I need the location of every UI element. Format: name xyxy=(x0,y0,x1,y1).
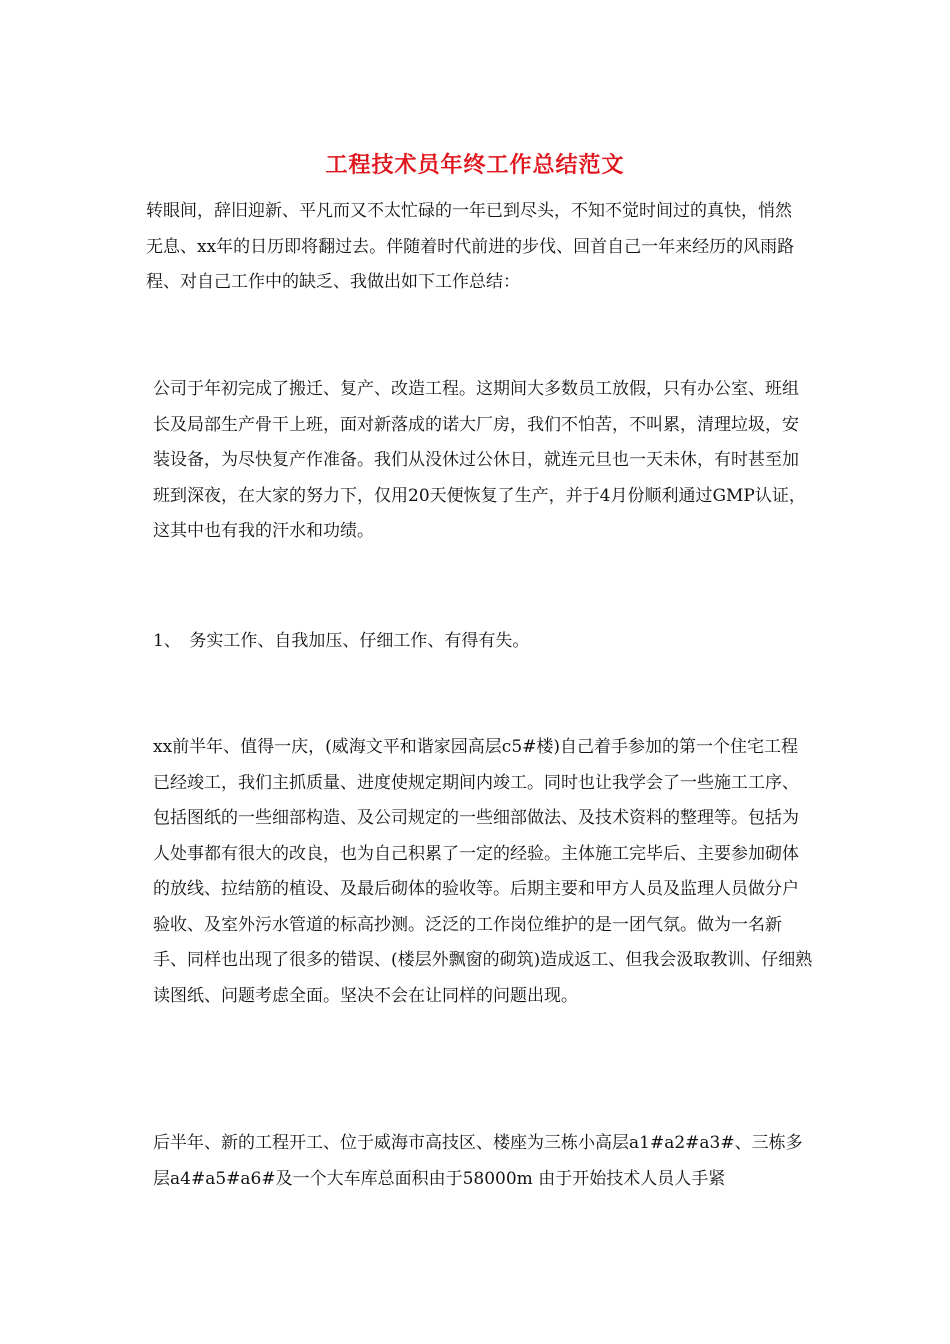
paragraph-intro: 转眼间，辞旧迎新、平凡而又不太忙碌的一年已到尽头，不知不觉时间过的真快，悄然无息、xx年的日历即将翻过去。伴随着时代前进的步伐、回首自己一年来经历的风雨路程、对自己工作中的缺乏、我做出如下工作总结： xyxy=(146,201,795,292)
paragraph-relocation: 公司于年初完成了搬迁、复产、改造工程。这期间大多数员工放假，只有办公室、班组长及局部生产骨干上班，面对新落成的诺大厂房，我们不怕苦，不叫累，清理垃圾，安装设备，为尽快复产作准备。我们从没休过公休日，就连元旦也一天未休，有时甚至加班到深夜，在大家的努力下，仅用20天便恢复了生产，并于4月份顺利通过GMP认证，这其中也有我的汗水和功绩。 xyxy=(153,379,806,541)
paragraph-second-half: 后半年、新的工程开工、位于威海市高技区、楼座为三栋小高层a1#a2#a3#、三栋多层a4#a5#a6#及一个大车库总面积由于58000m 由于开始技术人员人手紧 xyxy=(153,1133,803,1189)
section-heading-1: 1、 务实工作、自我加压、仔细工作、有得有失。 xyxy=(153,631,530,651)
paragraph-first-half: xx前半年、值得一庆，(威海文平和谐家园高层c5#楼)自己着手参加的第一个住宅工程已经竣工，我们主抓质量、进度使规定期间内竣工。同时也让我学会了一些施工工序、包括图纸的一些细部构造、及公司规定的一些细部做法、及技术资料的整理等。包括为人处事都有很大的改良，也为自己积累了一定的经验。主体施工完毕后、主要参加砌体的放线、拉结筋的植设、及最后砌体的验收等。后期主要和甲方人员及监理人员做分户验收、及室外污水管道的标高抄测。泛泛的工作岗位维护的是一团气氛。做为一名新手、同样也出现了很多的错误、(楼层外飘窗的砌筑)造成返工、但我会汲取教训、仔细熟读图纸、问题考虑全面。坚决不会在让同样的问题出现。 xyxy=(153,737,813,1006)
document-title: 工程技术员年终工作总结范文 xyxy=(325,153,625,178)
